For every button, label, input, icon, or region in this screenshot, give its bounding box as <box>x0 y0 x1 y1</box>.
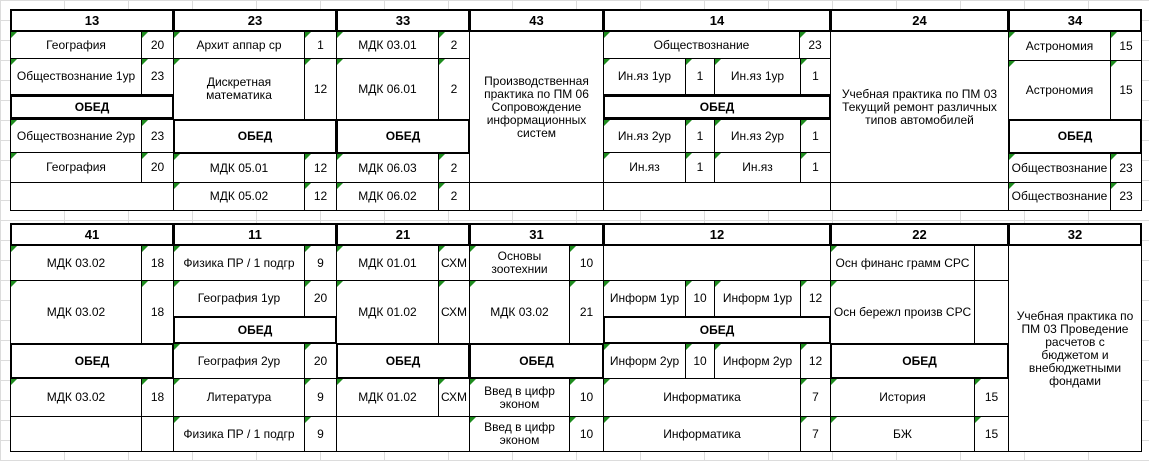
lunch-cell[interactable]: ОБЕД <box>336 343 470 379</box>
room-cell[interactable]: 15 <box>1110 60 1142 120</box>
empty-cell[interactable] <box>336 416 470 452</box>
room-cell[interactable]: 10 <box>569 378 604 417</box>
subject-cell[interactable]: МДК 03.02 <box>10 245 142 281</box>
subject-cell[interactable]: Дискретная математика <box>173 58 305 120</box>
subject-cell[interactable]: МДК 03.02 <box>10 378 142 417</box>
group-header-23[interactable]: 23 <box>173 9 337 32</box>
lunch-cell[interactable]: ОБЕД <box>173 119 337 154</box>
room-cell[interactable]: 1 <box>800 58 831 95</box>
subject-cell[interactable]: География <box>10 31 142 59</box>
subject-cell[interactable]: Архит аппар ср <box>173 31 305 59</box>
subject-cell[interactable]: МДК 03.01 <box>336 31 439 59</box>
subject-cell[interactable]: География 2ур <box>173 343 305 379</box>
room-cell[interactable]: 7 <box>800 416 831 452</box>
subject-cell[interactable]: Ин.яз 1ур <box>714 58 801 95</box>
group-header-21[interactable]: 21 <box>336 223 470 246</box>
room-cell[interactable]: 1 <box>800 152 831 183</box>
subject-cell[interactable]: Информатика <box>603 378 801 417</box>
room-cell[interactable]: 21 <box>569 280 604 344</box>
room-cell[interactable]: 2 <box>438 153 470 183</box>
subject-cell[interactable]: География 1ур <box>173 280 305 317</box>
subject-cell[interactable]: БЖ <box>830 416 975 452</box>
room-cell[interactable]: 15 <box>974 416 1009 452</box>
group-header-43[interactable]: 43 <box>469 9 604 32</box>
subject-cell[interactable]: Ин.яз <box>603 152 686 183</box>
subject-cell[interactable]: МДК 05.02 <box>173 182 305 211</box>
subject-cell[interactable]: Астрономия <box>1008 31 1111 61</box>
subject-cell[interactable]: МДК 06.01 <box>336 58 439 120</box>
group-header-24[interactable]: 24 <box>830 9 1009 32</box>
room-cell[interactable]: 12 <box>800 280 831 317</box>
subject-cell[interactable]: Астрономия <box>1008 60 1111 120</box>
room-cell[interactable]: 12 <box>304 58 337 120</box>
group-header-31[interactable]: 31 <box>469 223 604 246</box>
subject-cell[interactable]: Информ 2ур <box>603 343 686 379</box>
subject-cell[interactable]: МДК 06.03 <box>336 153 439 183</box>
room-cell[interactable]: 2 <box>438 182 470 211</box>
empty-cell[interactable] <box>603 182 831 211</box>
subject-cell[interactable]: МДК 01.02 <box>336 280 439 344</box>
subject-cell[interactable]: Информатика <box>603 416 801 452</box>
room-cell[interactable]: 15 <box>974 378 1009 417</box>
subject-cell[interactable]: География <box>10 152 142 183</box>
room-cell[interactable]: 15 <box>1110 31 1142 61</box>
room-cell[interactable]: 12 <box>800 343 831 379</box>
room-cell[interactable]: СХМ <box>438 378 470 417</box>
lunch-cell[interactable]: ОБЕД <box>469 343 604 379</box>
room-cell[interactable]: 18 <box>141 378 174 417</box>
room-cell[interactable]: 20 <box>304 343 337 379</box>
group-header-12[interactable]: 12 <box>603 223 831 246</box>
subject-cell[interactable]: МДК 03.02 <box>10 280 142 344</box>
room-cell[interactable] <box>974 245 1009 281</box>
lunch-cell[interactable]: ОБЕД <box>1008 119 1142 154</box>
room-cell[interactable]: 20 <box>141 152 174 183</box>
lunch-cell[interactable]: ОБЕД <box>10 343 174 379</box>
lunch-cell[interactable]: ОБЕД <box>603 95 831 119</box>
subject-cell[interactable]: Обществознание <box>1008 182 1111 211</box>
empty-cell[interactable] <box>603 245 831 281</box>
subject-cell[interactable]: Информ 1ур <box>714 280 801 317</box>
room-cell[interactable]: 1 <box>685 58 715 95</box>
room-cell[interactable]: 18 <box>141 245 174 281</box>
room-cell[interactable]: 10 <box>569 245 604 281</box>
lunch-cell[interactable]: ОБЕД <box>336 119 470 154</box>
lunch-cell[interactable]: ОБЕД <box>830 343 1009 379</box>
subject-cell[interactable]: Литература <box>173 378 305 417</box>
empty-cell[interactable] <box>830 182 1009 211</box>
subject-cell[interactable]: История <box>830 378 975 417</box>
subject-cell[interactable]: Ин.яз 2ур <box>603 119 686 153</box>
room-cell[interactable] <box>974 280 1009 344</box>
room-cell[interactable]: 9 <box>304 245 337 281</box>
room-cell[interactable]: 12 <box>304 182 337 211</box>
room-cell[interactable]: 23 <box>141 58 174 95</box>
lunch-cell[interactable]: ОБЕД <box>10 95 174 119</box>
subject-cell[interactable]: Информ 2ур <box>714 343 801 379</box>
subject-cell[interactable]: Физика ПР / 1 подгр <box>173 245 305 281</box>
group-header-33[interactable]: 33 <box>336 9 470 32</box>
practice-banner-cell[interactable]: Учебная практика по ПМ 03 Текущий ремонт различных типов автомобилей <box>830 31 1009 183</box>
lunch-cell[interactable]: ОБЕД <box>603 316 831 344</box>
practice-banner-cell[interactable]: Производственная практика по ПМ 06 Сопровождение информационных систем <box>469 31 604 183</box>
subject-cell[interactable]: Введ в цифр эконом <box>469 378 570 417</box>
room-cell[interactable]: 10 <box>685 280 715 317</box>
room-cell[interactable]: 1 <box>685 119 715 153</box>
room-cell[interactable]: СХМ <box>438 280 470 344</box>
room-cell[interactable]: 1 <box>304 31 337 59</box>
room-cell[interactable]: 23 <box>1110 182 1142 211</box>
subject-cell[interactable]: МДК 03.02 <box>469 280 570 344</box>
subject-cell[interactable]: Ин.яз 1ур <box>603 58 686 95</box>
subject-cell[interactable]: Ин.яз <box>714 152 801 183</box>
group-header-32[interactable]: 32 <box>1008 223 1142 246</box>
group-header-34[interactable]: 34 <box>1008 9 1142 32</box>
room-cell[interactable]: 18 <box>141 280 174 344</box>
lunch-cell[interactable]: ОБЕД <box>173 316 337 344</box>
room-cell[interactable]: СХМ <box>438 245 470 281</box>
room-cell[interactable]: 9 <box>304 378 337 417</box>
room-cell[interactable]: 1 <box>800 119 831 153</box>
empty-cell[interactable] <box>141 416 174 452</box>
room-cell[interactable]: 10 <box>569 416 604 452</box>
subject-cell[interactable]: Введ в цифр эконом <box>469 416 570 452</box>
subject-cell[interactable]: МДК 06.02 <box>336 182 439 211</box>
room-cell[interactable]: 2 <box>438 31 470 59</box>
subject-cell[interactable]: Обществознание <box>1008 153 1111 183</box>
room-cell[interactable]: 7 <box>800 378 831 417</box>
practice-banner-cell[interactable]: Учебная практика по ПМ 03 Проведение расчетов с бюджетом и внебюджетными фондами <box>1008 245 1142 452</box>
room-cell[interactable]: 20 <box>304 280 337 317</box>
subject-cell[interactable]: Осн финанс грамм СРС <box>830 245 975 281</box>
group-header-14[interactable]: 14 <box>603 9 831 32</box>
subject-cell[interactable]: Основы зоотехнии <box>469 245 570 281</box>
room-cell[interactable]: 23 <box>141 119 174 153</box>
subject-cell[interactable]: МДК 01.01 <box>336 245 439 281</box>
room-cell[interactable]: 20 <box>141 31 174 59</box>
subject-cell[interactable]: Физика ПР / 1 подгр <box>173 416 305 452</box>
room-cell[interactable]: 1 <box>685 152 715 183</box>
subject-cell[interactable]: Обществознание 2ур <box>10 119 142 153</box>
group-header-22[interactable]: 22 <box>830 223 1009 246</box>
subject-cell[interactable]: Информ 1ур <box>603 280 686 317</box>
group-header-41[interactable]: 41 <box>10 223 174 246</box>
empty-cell[interactable] <box>469 182 604 211</box>
subject-cell[interactable]: МДК 01.02 <box>336 378 439 417</box>
room-cell[interactable]: 10 <box>685 343 715 379</box>
room-cell[interactable]: 23 <box>799 31 831 59</box>
room-cell[interactable]: 2 <box>438 58 470 120</box>
group-header-13[interactable]: 13 <box>10 9 174 32</box>
group-header-11[interactable]: 11 <box>173 223 337 246</box>
empty-cell[interactable] <box>10 416 142 452</box>
subject-cell[interactable]: Обществознание 1ур <box>10 58 142 95</box>
empty-cell[interactable] <box>10 182 174 211</box>
subject-cell[interactable]: Обществознание <box>603 31 800 59</box>
subject-cell[interactable]: Ин.яз 2ур <box>714 119 801 153</box>
subject-cell[interactable]: МДК 05.01 <box>173 153 305 183</box>
room-cell[interactable]: 12 <box>304 153 337 183</box>
room-cell[interactable]: 23 <box>1110 153 1142 183</box>
room-cell[interactable]: 9 <box>304 416 337 452</box>
subject-cell[interactable]: Осн бережл произв СРС <box>830 280 975 344</box>
